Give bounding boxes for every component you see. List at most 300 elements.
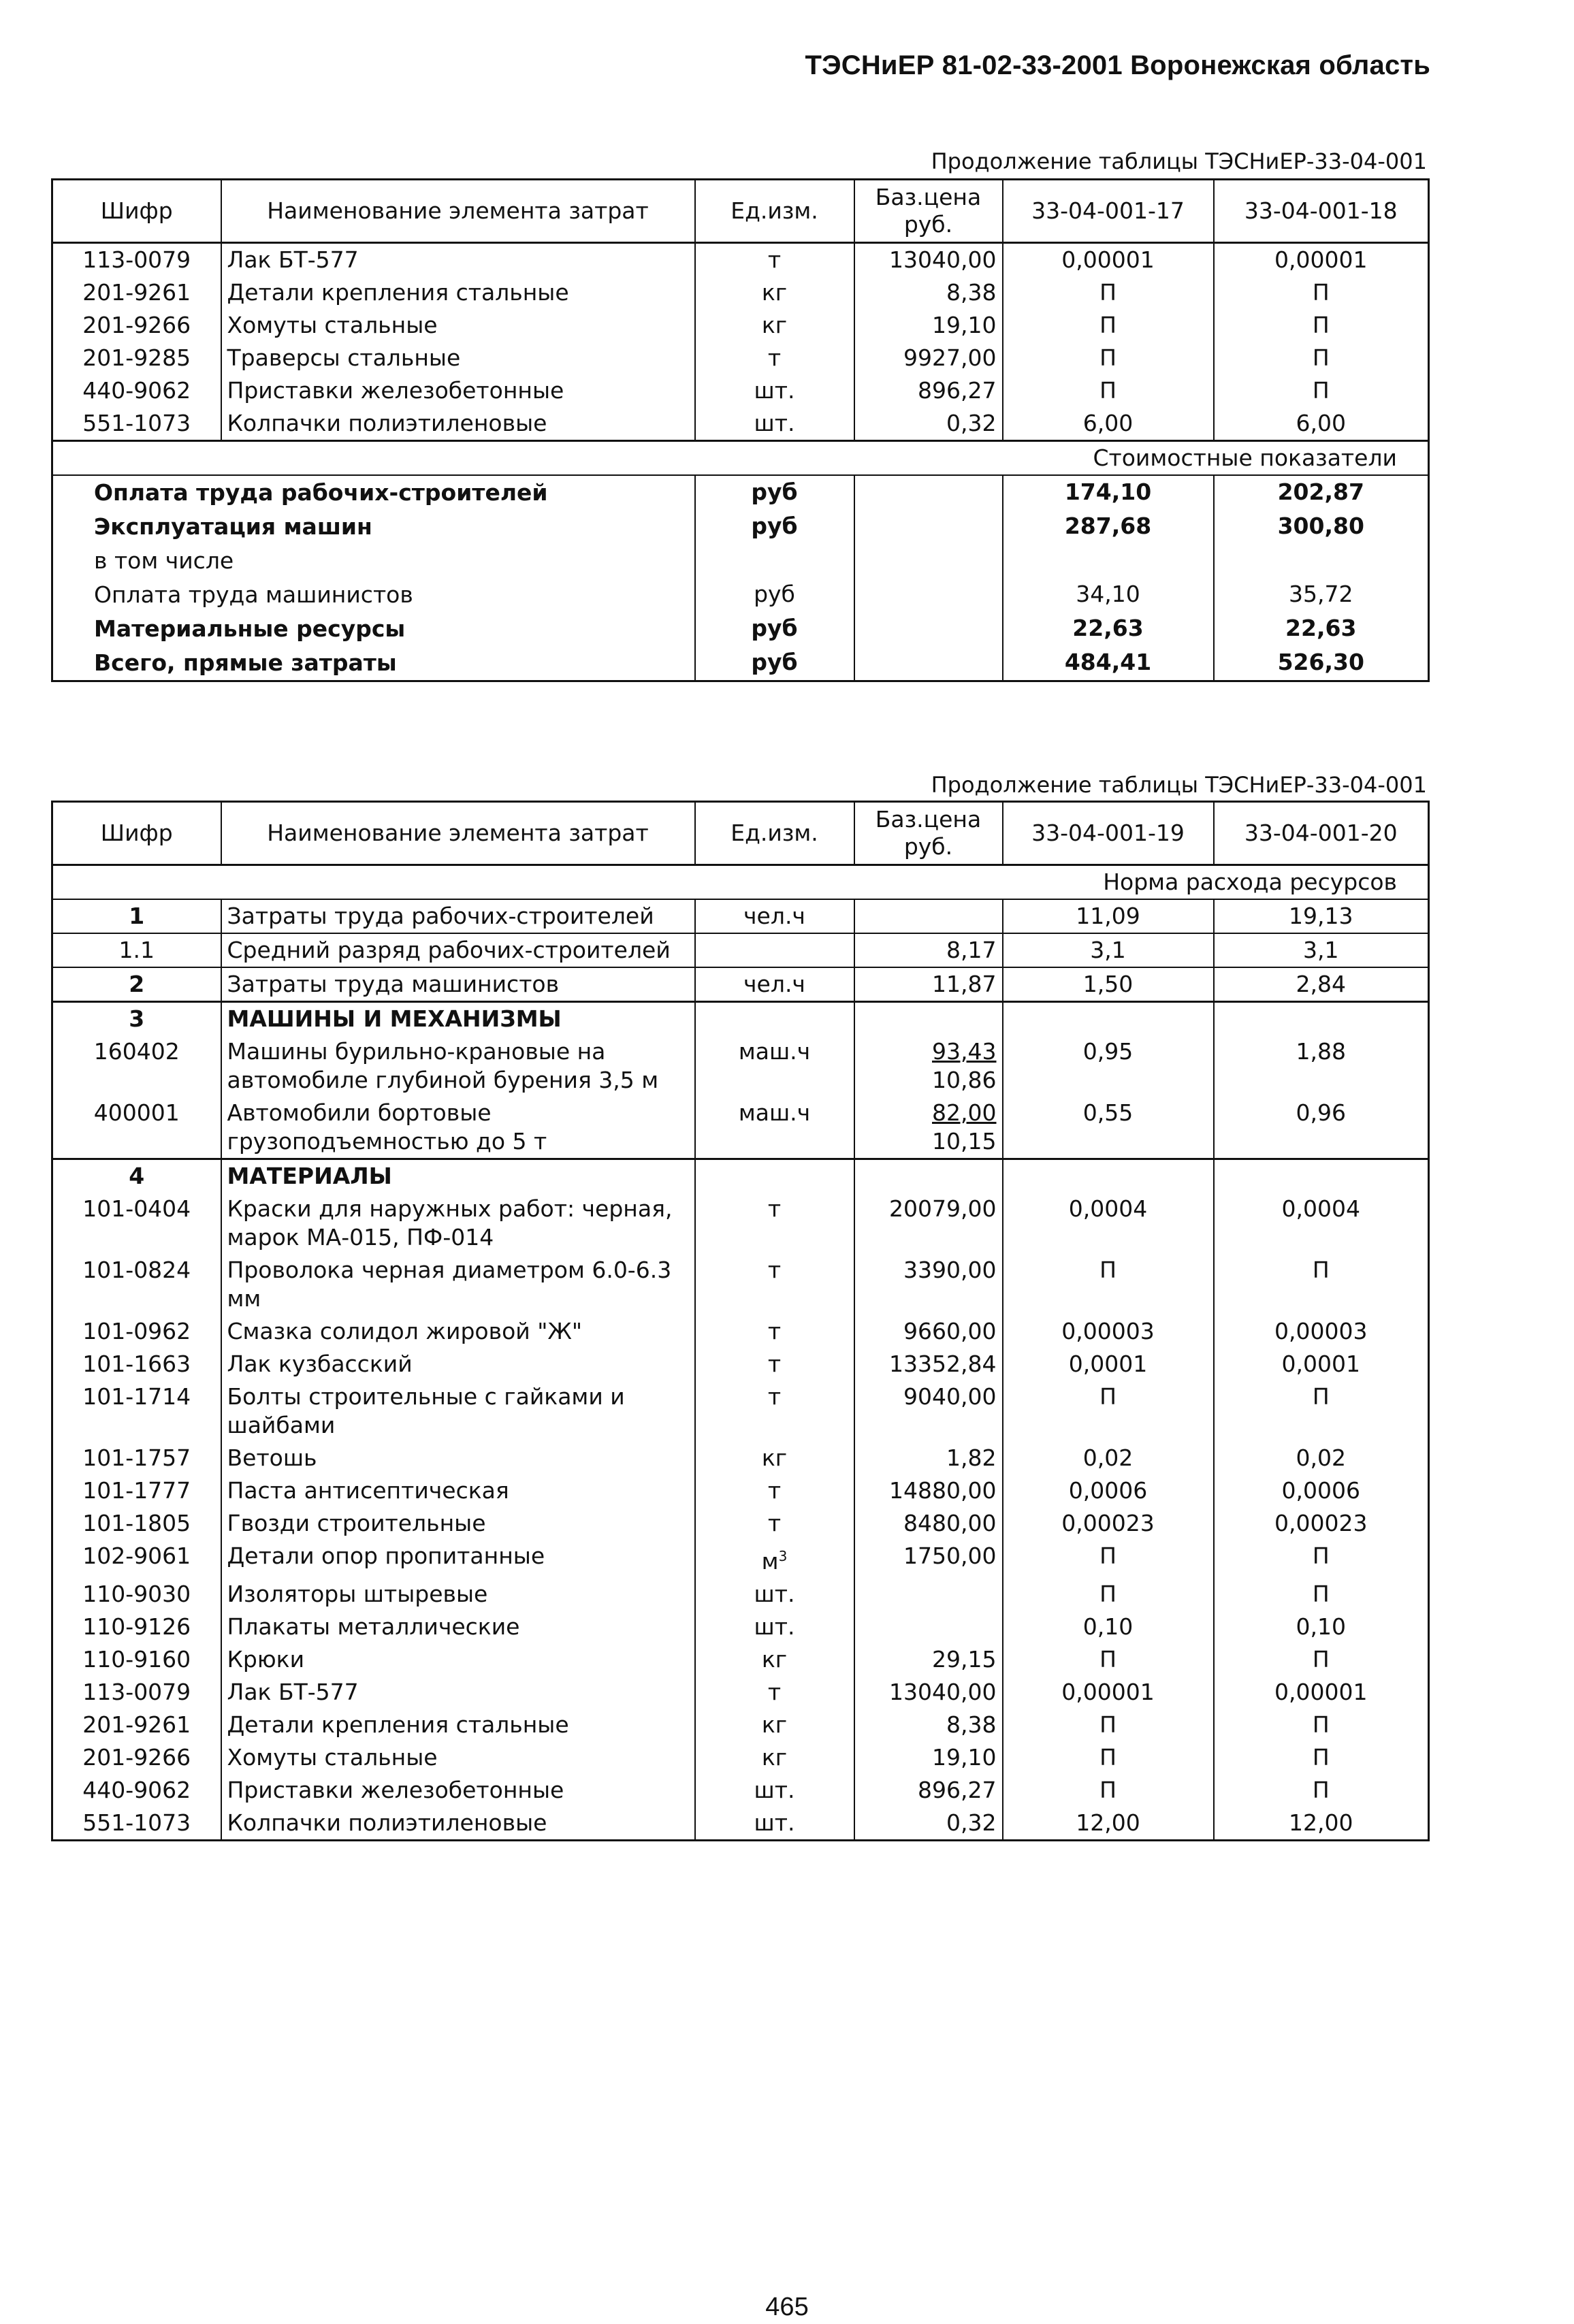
unit-text: шт.	[754, 1613, 795, 1640]
price-value: 20079,00	[889, 1195, 997, 1222]
row-norm1: П	[1003, 1741, 1214, 1774]
row-code: 440-9062	[52, 1774, 221, 1807]
row-code: 4	[52, 1159, 221, 1193]
price-value: 9660,00	[903, 1318, 997, 1344]
row-unit	[695, 1097, 854, 1159]
col-unit-header: Ед.изм.	[695, 180, 854, 243]
table-row	[52, 309, 1429, 342]
row-norm1: 0,55	[1003, 1097, 1214, 1159]
row-price	[854, 1193, 1003, 1254]
row-code: 102-9061	[52, 1540, 221, 1578]
row-norm2: 0,00023	[1274, 1510, 1368, 1536]
unit-text: т	[767, 1383, 782, 1410]
row-norm1: 11,09	[1003, 899, 1214, 933]
header-row	[52, 802, 1429, 865]
row-code: 1.1	[52, 933, 221, 967]
row-name: МАШИНЫ И МЕХАНИЗМЫ	[221, 1002, 695, 1036]
row-norm1: П	[1003, 1709, 1214, 1741]
unit-text: т	[767, 1318, 782, 1344]
summary-label: в том числе	[52, 544, 695, 578]
row-norm1: 12,00	[1003, 1807, 1214, 1841]
unit-text: м	[761, 1548, 779, 1575]
summary-norm1: 22,63	[1003, 612, 1214, 646]
summary-unit: руб	[695, 475, 854, 510]
summary-norm2: 35,72	[1289, 581, 1353, 607]
row-price	[854, 1315, 1003, 1348]
table-row	[52, 1193, 1429, 1254]
row-code: 113-0079	[52, 243, 221, 277]
row-name: Траверсы стальные	[221, 342, 695, 374]
row-price	[854, 1381, 1003, 1442]
row-name: Паста антисептическая	[221, 1474, 695, 1507]
row-name: Хомуты стальные	[221, 309, 695, 342]
row-code: 551-1073	[52, 1807, 221, 1841]
summary-label: Эксплуатация машин	[52, 510, 695, 544]
row-norm2: 12,00	[1289, 1809, 1353, 1836]
unit-text: шт.	[754, 1809, 795, 1836]
row-unit	[695, 1442, 854, 1474]
row-code: 101-1777	[52, 1474, 221, 1507]
price-value: 1,82	[946, 1445, 997, 1471]
row-norm2: П	[1312, 1383, 1330, 1410]
table-row	[52, 967, 1429, 1002]
row-norm1: П	[1003, 276, 1214, 309]
row-norm1: П	[1003, 1381, 1214, 1442]
row-norm2: 0,00003	[1274, 1318, 1368, 1344]
table-row	[52, 1002, 1429, 1036]
col-norm1-header: 33-04-001-17	[1003, 180, 1214, 243]
row-norm1: 0,00001	[1003, 1676, 1214, 1709]
table-row	[52, 1611, 1429, 1643]
row-norm1: 0,0006	[1003, 1474, 1214, 1507]
row-norm2: П	[1312, 1646, 1330, 1673]
row-norm2: 19,13	[1289, 903, 1353, 929]
header-row	[52, 180, 1429, 243]
table1-caption: Продолжение таблицы ТЭСНиЕР-33-04-001	[931, 148, 1427, 174]
row-code: 101-0962	[52, 1315, 221, 1348]
row-norm1: П	[1003, 1643, 1214, 1676]
price-value: 896,27	[918, 1777, 997, 1803]
col-price-header: Баз.цена руб.	[854, 802, 1003, 865]
row-name: Проволока черная диаметром 6.0-6.3 мм	[221, 1254, 695, 1315]
row-price	[854, 1035, 1003, 1097]
price-value: 9040,00	[903, 1383, 997, 1410]
row-code: 2	[52, 967, 221, 1002]
table-row	[52, 1540, 1429, 1578]
row-code: 3	[52, 1002, 221, 1036]
row-name: Краски для наружных работ: черная, марок МА-015, ПФ-014	[221, 1193, 695, 1254]
row-price	[854, 1676, 1003, 1709]
row-norm2	[1214, 1159, 1429, 1193]
row-code: 113-0079	[52, 1676, 221, 1709]
price-value: 8,38	[946, 279, 997, 306]
row-unit	[695, 276, 854, 309]
row-name: Лак БТ-577	[221, 1676, 695, 1709]
row-unit	[695, 933, 854, 967]
row-price	[854, 933, 1003, 967]
row-norm1: 0,00003	[1003, 1315, 1214, 1348]
table-row	[52, 1741, 1429, 1774]
price-value: 19,10	[932, 312, 997, 338]
row-norm2: 0,96	[1296, 1099, 1346, 1126]
row-name: Колпачки полиэтиленовые	[221, 1807, 695, 1841]
row-norm2: 0,00001	[1274, 1679, 1368, 1705]
row-norm1: 0,02	[1003, 1442, 1214, 1474]
row-price	[854, 309, 1003, 342]
table-row	[52, 1774, 1429, 1807]
row-unit	[695, 374, 854, 407]
unit-text: т	[767, 1510, 782, 1536]
row-price	[854, 374, 1003, 407]
col-code-header: Шифр	[52, 802, 221, 865]
row-name: Лак кузбасский	[221, 1348, 695, 1381]
unit-text: шт.	[754, 1777, 795, 1803]
row-norm2: 0,00001	[1274, 246, 1368, 273]
row-price	[854, 276, 1003, 309]
row-name: Гвозди строительные	[221, 1507, 695, 1540]
row-unit	[695, 1643, 854, 1676]
row-price	[854, 1611, 1003, 1643]
row-norm1: П	[1003, 1254, 1214, 1315]
price-value: 82,00	[932, 1099, 997, 1126]
row-price	[854, 1159, 1003, 1193]
row-norm2: П	[1312, 279, 1330, 306]
row-price	[854, 1540, 1003, 1578]
row-price	[854, 1254, 1003, 1315]
col-norm2-header: 33-04-001-18	[1214, 180, 1429, 243]
row-name: Приставки железобетонные	[221, 1774, 695, 1807]
price-value: 11,87	[932, 971, 997, 997]
row-code: 110-9160	[52, 1643, 221, 1676]
price-value-machinist: 10,86	[932, 1067, 997, 1093]
table-row	[52, 1643, 1429, 1676]
row-norm1: П	[1003, 309, 1214, 342]
row-unit	[695, 407, 854, 441]
table-row	[52, 374, 1429, 407]
summary-label: Оплата труда рабочих-строителей	[52, 475, 695, 510]
row-name: Затраты труда рабочих-строителей	[221, 899, 695, 933]
row-code: 101-1805	[52, 1507, 221, 1540]
table-row	[52, 899, 1429, 933]
summary-unit: руб	[695, 646, 854, 681]
col-norm2-header: 33-04-001-20	[1214, 802, 1429, 865]
unit-text: кг	[761, 1646, 788, 1673]
row-code: 201-9266	[52, 309, 221, 342]
summary-row	[52, 612, 1429, 646]
row-name: Средний разряд рабочих-строителей	[221, 933, 695, 967]
col-unit-header: Ед.изм.	[695, 802, 854, 865]
row-code: 440-9062	[52, 374, 221, 407]
unit-superscript: 3	[778, 1548, 788, 1564]
row-name: Затраты труда машинистов	[221, 967, 695, 1002]
unit-text: т	[767, 246, 782, 273]
table-row	[52, 1709, 1429, 1741]
price-value: 93,43	[932, 1038, 997, 1065]
section-band-label: Стоимостные показатели	[52, 441, 1429, 476]
section-band-row	[52, 865, 1429, 900]
unit-text: шт.	[754, 1581, 795, 1607]
row-name: Изоляторы штыревые	[221, 1578, 695, 1611]
row-code: 160402	[52, 1035, 221, 1097]
summary-price	[854, 510, 1003, 544]
table-row	[52, 1254, 1429, 1315]
row-price	[854, 1507, 1003, 1540]
table-row	[52, 276, 1429, 309]
summary-norm2	[1214, 544, 1429, 578]
unit-text: шт.	[754, 377, 795, 404]
row-code: 101-1757	[52, 1442, 221, 1474]
row-unit	[695, 1159, 854, 1193]
row-unit	[695, 1002, 854, 1036]
table-row	[52, 243, 1429, 277]
summary-label: Материальные ресурсы	[52, 612, 695, 646]
row-code: 201-9261	[52, 1709, 221, 1741]
summary-norm1: 484,41	[1003, 646, 1214, 681]
unit-text: чел.ч	[743, 971, 805, 997]
table-row	[52, 1578, 1429, 1611]
row-code: 1	[52, 899, 221, 933]
row-norm2: П	[1312, 1777, 1330, 1803]
row-unit	[695, 1611, 854, 1643]
summary-row	[52, 510, 1429, 544]
row-unit	[695, 1807, 854, 1841]
table-row	[52, 1381, 1429, 1442]
summary-row	[52, 544, 1429, 578]
row-norm1: П	[1003, 342, 1214, 374]
unit-text: т	[767, 1477, 782, 1504]
unit-text: т	[767, 1679, 782, 1705]
row-price	[854, 1741, 1003, 1774]
col-norm1-header: 33-04-001-19	[1003, 802, 1214, 865]
row-price	[854, 1578, 1003, 1611]
table-row	[52, 1442, 1429, 1474]
row-price	[854, 1709, 1003, 1741]
row-price	[854, 243, 1003, 277]
document-header: ТЭСНиЕР 81-02-33-2001 Воронежская область	[805, 50, 1430, 80]
row-name: Плакаты металлические	[221, 1611, 695, 1643]
row-name: Крюки	[221, 1643, 695, 1676]
row-norm2: 0,0001	[1281, 1351, 1360, 1377]
row-norm2	[1214, 1002, 1429, 1036]
row-price	[854, 1643, 1003, 1676]
summary-norm1: 174,10	[1003, 475, 1214, 510]
row-name: Ветошь	[221, 1442, 695, 1474]
row-norm2: 0,02	[1296, 1445, 1346, 1471]
row-name: Колпачки полиэтиленовые	[221, 407, 695, 441]
table-row	[52, 1507, 1429, 1540]
row-code: 110-9126	[52, 1611, 221, 1643]
row-price	[854, 1774, 1003, 1807]
unit-text: маш.ч	[738, 1038, 811, 1065]
col-code-header: Шифр	[52, 180, 221, 243]
row-name: Смазка солидол жировой "Ж"	[221, 1315, 695, 1348]
row-code: 400001	[52, 1097, 221, 1159]
summary-label: Всего, прямые затраты	[52, 646, 695, 681]
summary-unit: руб	[695, 578, 854, 612]
table-row	[52, 1807, 1429, 1841]
row-unit	[695, 243, 854, 277]
unit-text: шт.	[754, 410, 795, 436]
price-value: 19,10	[932, 1744, 997, 1771]
row-norm2: 0,0004	[1281, 1195, 1360, 1222]
row-name: Детали крепления стальные	[221, 1709, 695, 1741]
summary-row	[52, 646, 1429, 681]
row-norm2: 1,88	[1296, 1038, 1346, 1065]
unit-text: кг	[761, 312, 788, 338]
row-price	[854, 1474, 1003, 1507]
summary-price	[854, 646, 1003, 681]
row-name: Болты строительные с гайками и шайбами	[221, 1381, 695, 1442]
table2	[51, 801, 1430, 1841]
row-name: Автомобили бортовые грузоподъемностью до 5 т	[221, 1097, 695, 1159]
table-row	[52, 1474, 1429, 1507]
table-row	[52, 1315, 1429, 1348]
row-code: 101-1663	[52, 1348, 221, 1381]
row-price	[854, 967, 1003, 1002]
row-code: 101-0824	[52, 1254, 221, 1315]
row-unit	[695, 1578, 854, 1611]
table-row	[52, 1348, 1429, 1381]
summary-norm2: 526,30	[1277, 649, 1364, 675]
table-row	[52, 342, 1429, 374]
row-norm2: 2,84	[1214, 967, 1429, 1002]
unit-text: маш.ч	[738, 1099, 811, 1126]
row-norm1	[1003, 1002, 1214, 1036]
row-norm2: 0,0006	[1281, 1477, 1360, 1504]
page-number: 465	[765, 2293, 809, 2321]
row-unit	[695, 1474, 854, 1507]
summary-norm2: 202,87	[1277, 479, 1364, 505]
row-norm2: П	[1312, 344, 1330, 371]
unit-text: кг	[761, 1445, 788, 1471]
row-norm2: 6,00	[1296, 410, 1346, 436]
row-unit	[695, 1540, 854, 1578]
price-value: 14880,00	[889, 1477, 997, 1504]
row-unit	[695, 899, 854, 933]
price-value: 1750,00	[903, 1543, 997, 1569]
col-price-header: Баз.цена руб.	[854, 180, 1003, 243]
row-unit	[695, 1254, 854, 1315]
row-code: 201-9285	[52, 342, 221, 374]
table-row	[52, 1159, 1429, 1193]
row-code: 201-9261	[52, 276, 221, 309]
row-norm2: 3,1	[1214, 933, 1429, 967]
row-norm2: П	[1312, 1744, 1330, 1771]
summary-unit: руб	[695, 612, 854, 646]
price-value: 13040,00	[889, 1679, 997, 1705]
summary-norm1: 34,10	[1003, 578, 1214, 612]
row-norm2: 0,10	[1296, 1613, 1346, 1640]
price-value: 0,32	[946, 1809, 997, 1836]
row-norm1: П	[1003, 1540, 1214, 1578]
row-norm1: 0,00001	[1003, 243, 1214, 277]
row-price	[854, 1442, 1003, 1474]
row-price	[854, 1348, 1003, 1381]
table1	[51, 178, 1430, 682]
unit-text: т	[767, 1351, 782, 1377]
unit-text: кг	[761, 279, 788, 306]
summary-label: Оплата труда машинистов	[52, 578, 695, 612]
table-row	[52, 933, 1429, 967]
section-band-row	[52, 441, 1429, 476]
price-value: 896,27	[918, 377, 997, 404]
summary-price	[854, 612, 1003, 646]
summary-price	[854, 544, 1003, 578]
row-norm2: П	[1312, 1711, 1330, 1738]
row-unit	[695, 309, 854, 342]
col-name-header: Наименование элемента затрат	[221, 802, 695, 865]
row-norm2: П	[1312, 1257, 1330, 1283]
row-unit	[695, 1381, 854, 1442]
summary-unit	[695, 544, 854, 578]
row-unit	[695, 967, 854, 1002]
row-norm1: 1,50	[1003, 967, 1214, 1002]
row-norm1: 6,00	[1003, 407, 1214, 441]
row-norm2: П	[1312, 1543, 1330, 1569]
price-value: 8,38	[946, 1711, 997, 1738]
price-value: 13352,84	[889, 1351, 997, 1377]
row-unit	[695, 1709, 854, 1741]
row-code: 101-0404	[52, 1193, 221, 1254]
price-value: 8480,00	[903, 1510, 997, 1536]
row-price	[854, 407, 1003, 441]
price-value: 9927,00	[903, 344, 997, 371]
price-value: 8,17	[946, 937, 997, 963]
price-value-machinist: 10,15	[932, 1128, 997, 1155]
unit-text: т	[767, 1257, 782, 1283]
summary-price	[854, 475, 1003, 510]
row-price	[854, 1807, 1003, 1841]
table-row	[52, 407, 1429, 441]
row-unit	[695, 1774, 854, 1807]
unit-text: кг	[761, 1744, 788, 1771]
unit-text: т	[767, 1195, 782, 1222]
row-norm1	[1003, 1159, 1214, 1193]
row-name: Лак БТ-577	[221, 243, 695, 277]
price-value: 29,15	[932, 1646, 997, 1673]
unit-text: т	[767, 344, 782, 371]
row-code: 110-9030	[52, 1578, 221, 1611]
row-name: Детали крепления стальные	[221, 276, 695, 309]
row-norm2: П	[1312, 1581, 1330, 1607]
table-row	[52, 1097, 1429, 1159]
row-unit	[695, 1348, 854, 1381]
row-norm1: 0,0004	[1003, 1193, 1214, 1254]
summary-unit: руб	[695, 510, 854, 544]
section-band-label: Норма расхода ресурсов	[52, 865, 1429, 900]
row-name: Детали опор пропитанные	[221, 1540, 695, 1578]
row-unit	[695, 1741, 854, 1774]
summary-row	[52, 578, 1429, 612]
row-unit	[695, 1315, 854, 1348]
summary-norm1	[1003, 544, 1214, 578]
price-value: 0,32	[946, 410, 997, 436]
summary-price	[854, 578, 1003, 612]
summary-norm2: 300,80	[1277, 513, 1364, 539]
summary-norm1: 287,68	[1003, 510, 1214, 544]
row-norm2: П	[1312, 377, 1330, 404]
col-name-header: Наименование элемента затрат	[221, 180, 695, 243]
price-value: 3390,00	[903, 1257, 997, 1283]
row-name: Приставки железобетонные	[221, 374, 695, 407]
summary-norm2: 22,63	[1285, 615, 1357, 641]
row-norm1: 0,00023	[1003, 1507, 1214, 1540]
unit-text: кг	[761, 1711, 788, 1738]
row-name: Машины бурильно-крановые на автомобиле глубиной бурения 3,5 м	[221, 1035, 695, 1097]
row-norm1: 0,10	[1003, 1611, 1214, 1643]
row-name: Хомуты стальные	[221, 1741, 695, 1774]
row-name: МАТЕРИАЛЫ	[221, 1159, 695, 1193]
